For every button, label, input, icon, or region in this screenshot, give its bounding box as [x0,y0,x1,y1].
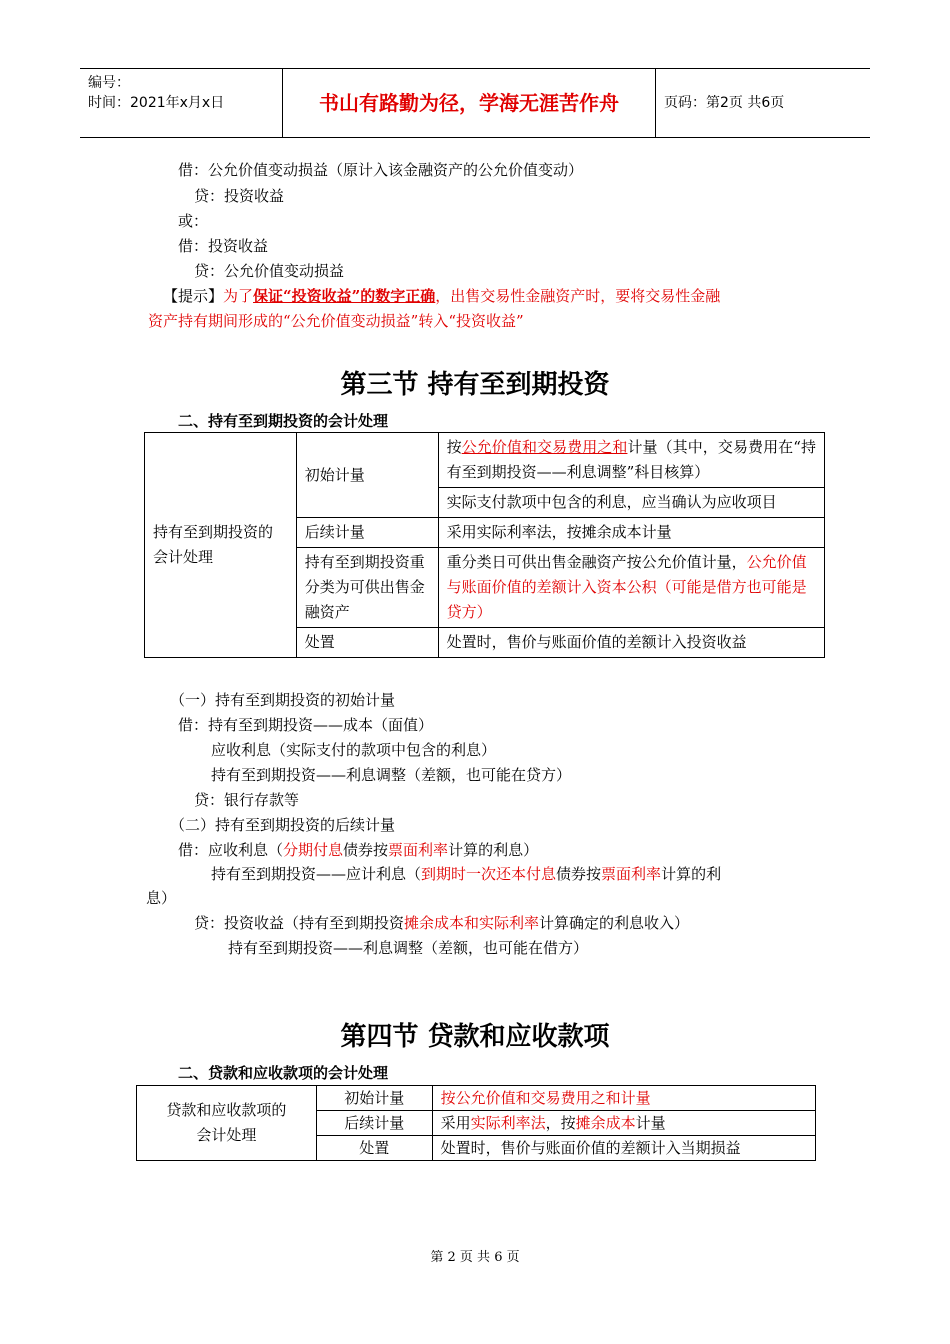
htm-entry-credit-adjust: 持有至到期投资——利息调整（差额，也可能在借方） [228,939,589,957]
htm-subsequent-measure: 采用实际利率法，按摊余成本计量 [438,518,824,548]
htm-entry-interest-recv: 应收利息（实际支付的款项中包含的利息） [211,741,497,759]
page-header [80,68,870,138]
serial-label: 编号： [88,75,130,91]
entry-credit-fv: 贷：公允价值变动损益 [194,262,345,280]
page-label: 页码：第2页 共6页 [664,95,785,111]
loans-disposal-text: 处置时，售价与账面价值的差额计入当期损益 [432,1136,815,1161]
htm-entry-debit-interest: 借：应收利息（分期付息债券按票面利率计算的利息） [178,841,539,859]
htm-initial-measure: 按公允价值和交易费用之和计量（其中，交易费用在“持有至到期投资——利息调整”科目核算） [438,433,824,488]
loans-accounting-table [136,1085,816,1161]
loans-subsequent-measure: 采用实际利率法，按摊余成本计量 [432,1111,815,1136]
htm-entry-debit-cost: 借：持有至到期投资——成本（面值） [178,716,434,734]
htm-initial-interest: 实际支付款项中包含的利息，应当确认为应收项目 [438,488,824,518]
loans-initial-label: 初始计量 [316,1086,432,1111]
tip-text-a: 为了 [223,287,254,305]
tip-line-2: 资产持有期间形成的“公允价值变动损益”转入“投资收益” [148,312,524,330]
htm-initial-label: 初始计量 [296,433,438,518]
loans-table-main-cell: 贷款和应收款项的会计处理 [137,1086,317,1161]
header-motto-cell [283,69,656,137]
section3-title: 第三节 持有至到期投资 [340,370,610,400]
time-label: 时间：2021年x月x日 [88,95,225,111]
htm-entry-accrued-interest-cont: 息） [146,889,177,907]
htm-accounting-table [144,432,825,658]
header-meta [80,69,283,137]
entry-or: 或： [178,212,209,230]
section3-subtitle: 二、持有至到期投资的会计处理 [178,412,389,430]
entry-debit-fv: 借：公允价值变动损益（原计入该金融资产的公允价值变动） [178,161,584,179]
htm-disposal-text: 处置时，售价与账面价值的差额计入投资收益 [438,628,824,658]
htm-entry-accrued-interest: 持有至到期投资——应计利息（到期时一次还本付息债券按票面利率计算的利 [211,865,722,883]
section4-title: 第四节 贷款和应收款项 [340,1022,610,1052]
htm-reclass-text: 重分类日可供出售金融资产按公允价值计量，公允价值与账面价值的差额计入资本公积（可能是借方也可能是贷方） [438,548,824,628]
htm-disposal-label: 处置 [296,628,438,658]
htm-initial-heading: （一）持有至到期投资的初始计量 [170,691,396,709]
loans-subsequent-label: 后续计量 [316,1111,432,1136]
loans-disposal-label: 处置 [316,1136,432,1161]
tip-prefix: 【提示】 [163,287,224,305]
htm-reclass-label: 持有至到期投资重分类为可供出售金融资产 [296,548,438,628]
htm-table-main-cell: 持有至到期投资的会计处理 [145,433,297,658]
entry-credit-inv: 贷：投资收益 [194,187,285,205]
htm-entry-adjust: 持有至到期投资——利息调整（差额，也可能在贷方） [211,766,572,784]
htm-subsequent-heading: （二）持有至到期投资的后续计量 [170,816,396,834]
htm-entry-credit-inv: 贷：投资收益（持有至到期投资摊余成本和实际利率计算确定的利息收入） [194,914,690,932]
section4-subtitle: 二、贷款和应收款项的会计处理 [178,1064,389,1082]
header-page-cell [656,69,870,137]
tip-line-1 [163,284,720,308]
header-motto: 书山有路勤为径，学海无涯苦作舟 [319,91,619,115]
entry-debit-inv: 借：投资收益 [178,237,269,255]
loans-initial-measure: 按公允价值和交易费用之和计量 [432,1086,815,1111]
htm-entry-credit-bank: 贷：银行存款等 [194,791,300,809]
htm-subsequent-label: 后续计量 [296,518,438,548]
tip-emphasis: 保证“投资收益”的数字正确 [253,287,436,305]
page-footer: 第 2 页 共 6 页 [430,1250,520,1265]
tip-text-c: ，出售交易性金融资产时，要将交易性金融 [435,287,721,305]
